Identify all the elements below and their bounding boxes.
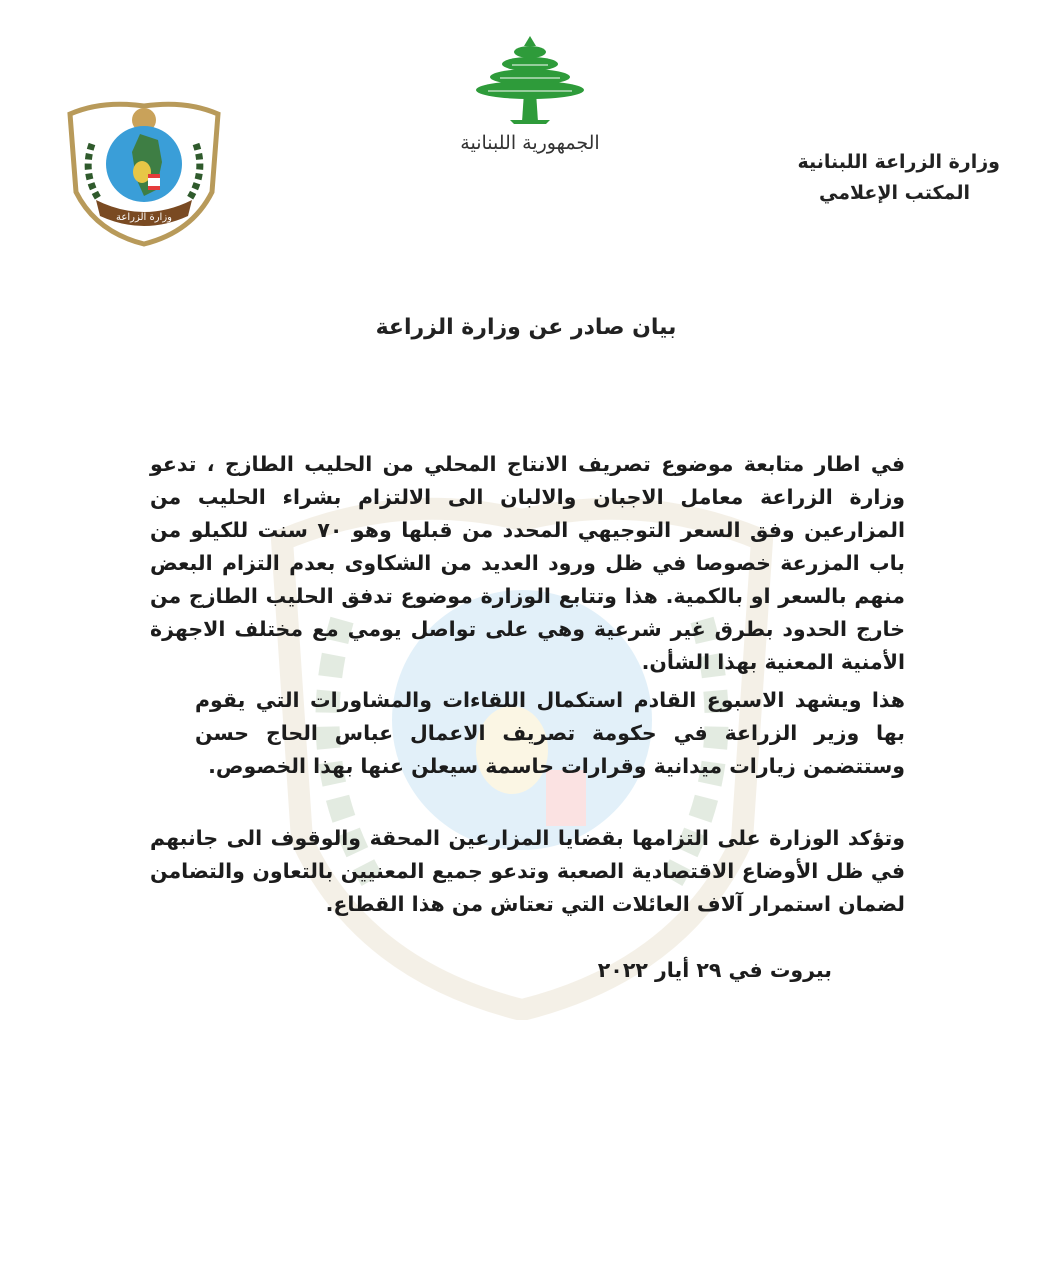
ministry-header [740,147,1000,209]
ministry-emblem-icon [62,92,226,248]
ministry-name: وزارة الزراعة اللبنانية [797,151,1000,173]
paragraph-minister-meetings: هذا ويشهد الاسبوع القادم استكمال اللقاءات والمشاورات التي يقوم بها وزير الزراعة في حكومة تصريف الاعمال عباس الحاج حسن وستتضمن زيارات ميدانية وقرارات حاسمة سيعلن عنها بهذا الخصوص. [195,688,905,778]
republic-label: الجمهورية اللبنانية [460,132,600,154]
paragraph-milk-pricing: في اطار متابعة موضوع تصريف الانتاج المحلي من الحليب الطازج ، تدعو وزارة الزراعة معامل الاجبان والالبان الى الالتزام بشراء الحليب من المزارعين وفق السعر التوجيهي المحدد من قبلها وهو ٧٠ سنت للكيلو من باب المزرعة خصوصا في ظل ورود العديد من الشكاوى بعدم التزام البعض منهم بالسعر او بالكمية. هذا وتتابع الوزارة موضوع تدفق الحليب الطازج من خارج الحدود بطرق غير شرعية وهي على تواصل يومي مع مختلف الاجهزة الأمنية المعنية بهذا الشأن. [150,452,905,674]
statement-title: بيان صادر عن وزارة الزراعة [375,315,677,340]
cedar-tree-icon [470,32,590,124]
office-name: المكتب الإعلامي [819,182,970,204]
emblem-caption: وزارة الزراعة [116,212,172,223]
republic-logo [430,32,630,154]
paragraph-farmer-support: وتؤكد الوزارة على التزامها بقضايا المزارعين المحقة والوقوف الى جانبهم في ظل الأوضاع الاقتصادية الصعبة وتدعو جميع المعنيين بالتعاون والتضامن لضمان استمرار آلاف العائلات التي تعتاش من هذا القطاع. [150,826,905,916]
place-date: بيروت في ٢٩ أيار ٢٠٢٢ [597,958,832,982]
